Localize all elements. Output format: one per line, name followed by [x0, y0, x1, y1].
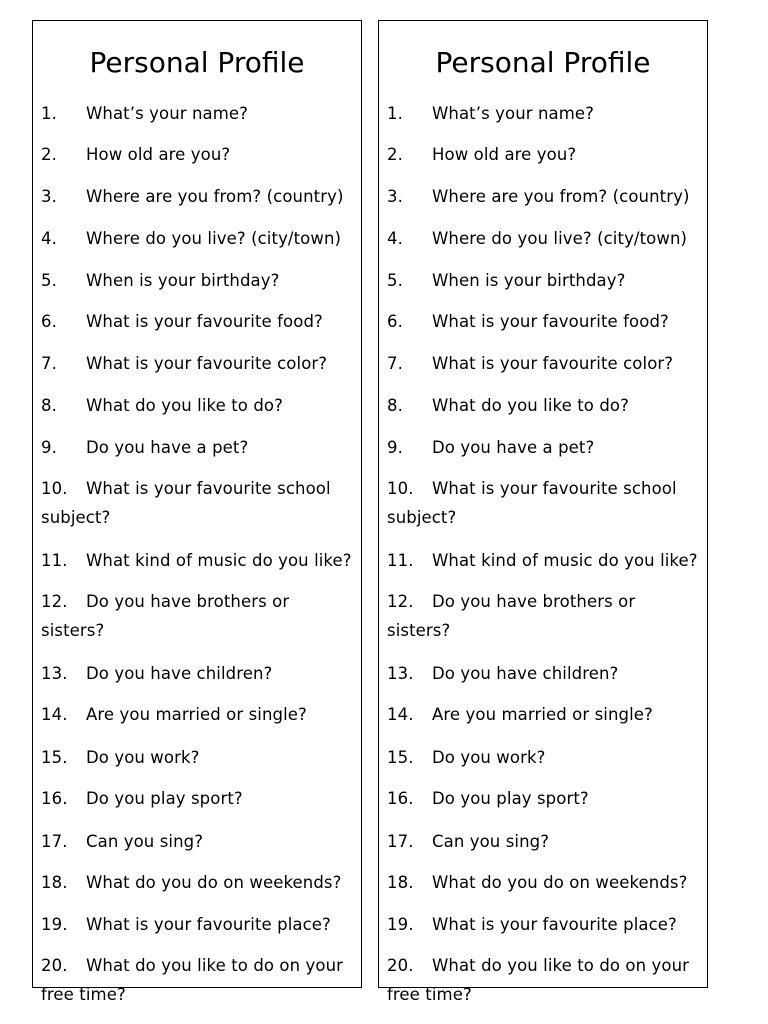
question-text: What’s your name?	[86, 104, 249, 123]
question-text: Are you married or single?	[432, 705, 653, 724]
question-item	[387, 140, 703, 169]
question-text: Can you sing?	[432, 832, 550, 851]
question-number: 10.	[41, 479, 68, 498]
question-text-continued: sisters?	[387, 621, 451, 640]
question-item	[387, 827, 703, 856]
question-number: 15.	[387, 748, 414, 767]
question-text: Do you have a pet?	[432, 438, 595, 457]
question-item	[387, 951, 703, 1009]
question-text: What kind of music do you like?	[86, 551, 352, 570]
question-number: 9.	[41, 438, 57, 457]
question-number: 17.	[41, 832, 68, 851]
question-item	[41, 224, 357, 253]
question-item	[41, 659, 357, 688]
question-text: What is your favourite school	[86, 479, 331, 498]
question-text: Where do you live? (city/town)	[86, 229, 342, 248]
question-text: What is your favourite color?	[432, 354, 674, 373]
question-number: 20.	[387, 956, 414, 975]
question-text: What do you like to do on your	[86, 956, 344, 975]
question-text: Do you play sport?	[86, 789, 243, 808]
question-item	[41, 349, 357, 378]
question-number: 4.	[387, 229, 403, 248]
question-number: 8.	[41, 396, 57, 415]
question-item	[387, 266, 703, 295]
question-item	[41, 391, 357, 420]
question-number: 3.	[387, 187, 403, 206]
question-item	[387, 433, 703, 462]
question-number: 1.	[387, 104, 403, 123]
question-text-continued: free time?	[387, 985, 472, 1004]
question-number: 2.	[387, 145, 403, 164]
question-item	[387, 307, 703, 336]
question-item	[387, 474, 703, 532]
question-item	[387, 587, 703, 645]
question-item	[387, 700, 703, 729]
question-number: 16.	[387, 789, 414, 808]
question-number: 7.	[387, 354, 403, 373]
question-text: Do you play sport?	[432, 789, 589, 808]
question-number: 13.	[41, 664, 68, 683]
question-number: 15.	[41, 748, 68, 767]
card-title: Personal Profile	[435, 46, 651, 79]
question-text: Do you have children?	[86, 664, 273, 683]
question-text: What kind of music do you like?	[432, 551, 698, 570]
question-item	[387, 659, 703, 688]
question-item	[387, 391, 703, 420]
question-number: 12.	[41, 592, 68, 611]
question-text: Do you have brothers or	[86, 592, 290, 611]
question-text-continued: subject?	[387, 508, 457, 527]
question-text: What do you do on weekends?	[86, 873, 342, 892]
question-item	[41, 784, 357, 813]
question-text: Are you married or single?	[86, 705, 307, 724]
question-text-continued: sisters?	[41, 621, 105, 640]
question-text: Where are you from? (country)	[432, 187, 690, 206]
question-item	[387, 868, 703, 897]
profile-card-left	[32, 20, 362, 1004]
question-text: What do you do on weekends?	[432, 873, 688, 892]
question-number: 18.	[387, 873, 414, 892]
question-number: 4.	[41, 229, 57, 248]
question-item	[387, 224, 703, 253]
question-item	[41, 910, 357, 939]
question-text-continued: subject?	[41, 508, 111, 527]
question-item	[387, 743, 703, 772]
question-text: What is your favourite color?	[86, 354, 328, 373]
question-number: 16.	[41, 789, 68, 808]
question-item	[387, 349, 703, 378]
question-number: 11.	[41, 551, 68, 570]
question-number: 13.	[387, 664, 414, 683]
question-number: 12.	[387, 592, 414, 611]
question-number: 5.	[41, 271, 57, 290]
question-number: 17.	[387, 832, 414, 851]
question-text: Can you sing?	[86, 832, 204, 851]
question-item	[387, 784, 703, 813]
profile-card-right	[378, 20, 708, 1004]
question-item	[41, 307, 357, 336]
question-text: How old are you?	[432, 145, 577, 164]
question-number: 8.	[387, 396, 403, 415]
question-item	[41, 827, 357, 856]
question-item	[41, 868, 357, 897]
question-item	[41, 700, 357, 729]
question-item	[41, 474, 357, 532]
question-number: 6.	[41, 312, 57, 331]
question-number: 18.	[41, 873, 68, 892]
question-text: What is your favourite school	[432, 479, 677, 498]
question-text: What is your favourite place?	[432, 915, 677, 934]
question-text: Do you have children?	[432, 664, 619, 683]
question-text: Do you work?	[432, 748, 546, 767]
question-item	[387, 182, 703, 211]
question-item	[41, 951, 357, 1009]
question-text-continued: free time?	[41, 985, 126, 1004]
card-title: Personal Profile	[89, 46, 305, 79]
question-number: 3.	[41, 187, 57, 206]
question-number: 11.	[387, 551, 414, 570]
question-item	[41, 587, 357, 645]
question-number: 19.	[41, 915, 68, 934]
question-text: When is your birthday?	[86, 271, 280, 290]
question-item	[387, 99, 703, 128]
question-number: 14.	[387, 705, 414, 724]
question-item	[41, 140, 357, 169]
question-text: What do you like to do on your	[432, 956, 690, 975]
question-item	[41, 182, 357, 211]
question-number: 9.	[387, 438, 403, 457]
question-text: Do you have a pet?	[86, 438, 249, 457]
question-item	[41, 433, 357, 462]
question-text: What is your favourite food?	[432, 312, 669, 331]
question-item	[41, 99, 357, 128]
question-item	[41, 266, 357, 295]
question-item	[41, 546, 357, 575]
question-number: 5.	[387, 271, 403, 290]
question-number: 10.	[387, 479, 414, 498]
question-text: When is your birthday?	[432, 271, 626, 290]
question-text: What do you like to do?	[86, 396, 283, 415]
question-text: How old are you?	[86, 145, 231, 164]
question-item	[41, 743, 357, 772]
question-number: 20.	[41, 956, 68, 975]
question-item	[387, 546, 703, 575]
question-text: What do you like to do?	[432, 396, 629, 415]
question-text: What’s your name?	[432, 104, 595, 123]
question-number: 6.	[387, 312, 403, 331]
question-text: Do you have brothers or	[432, 592, 636, 611]
question-text: What is your favourite place?	[86, 915, 331, 934]
question-text: Do you work?	[86, 748, 200, 767]
question-number: 7.	[41, 354, 57, 373]
question-text: Where do you live? (city/town)	[432, 229, 688, 248]
question-number: 2.	[41, 145, 57, 164]
question-item	[387, 910, 703, 939]
question-text: Where are you from? (country)	[86, 187, 344, 206]
question-text: What is your favourite food?	[86, 312, 323, 331]
question-number: 14.	[41, 705, 68, 724]
question-number: 19.	[387, 915, 414, 934]
question-number: 1.	[41, 104, 57, 123]
